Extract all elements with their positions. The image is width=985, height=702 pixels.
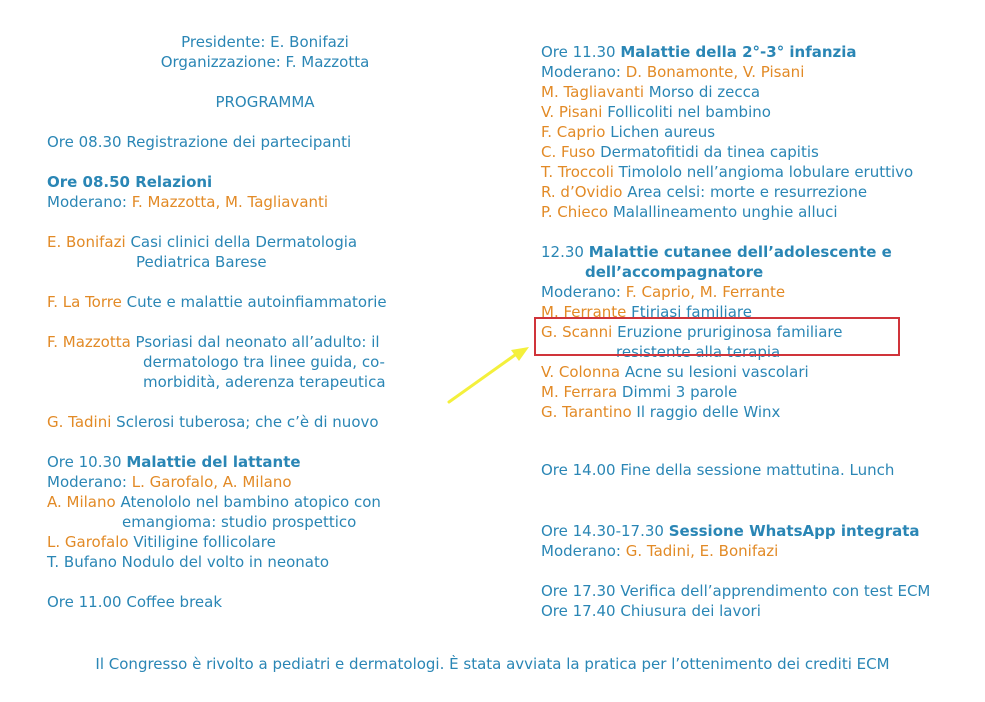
list-item	[541, 162, 913, 182]
president-line: Presidente: E. Bonifazi	[181, 33, 349, 51]
talk-bufano: T. Bufano Nodulo del volto in neonato	[47, 553, 330, 571]
list-item	[541, 142, 819, 162]
talk-speaker: P. Chieco	[541, 203, 609, 221]
list-item	[541, 122, 715, 142]
talk-title: Area celsi: morte e resurrezione	[622, 183, 868, 201]
moderators-names: G. Tadini, E. Bonifazi	[625, 542, 779, 560]
talk-speaker: V. Pisani	[541, 103, 603, 121]
talk-title: Il raggio delle Winx	[631, 403, 781, 421]
talk-title: Dimmi 3 parole	[617, 383, 738, 401]
talk-title: Sclerosi tuberosa; che c’è di nuovo	[111, 413, 379, 431]
talk-scanni-cont: resistente alla terapia	[616, 343, 781, 361]
session-time: Ore 14.30-17.30	[541, 522, 669, 540]
talk-title: Dermatofitidi da tinea capitis	[595, 143, 819, 161]
lunch-line: Ore 14.00 Fine della sessione mattutina. Lunch	[541, 461, 895, 479]
talk-speaker: G. Tadini	[47, 413, 112, 431]
programme-heading: PROGRAMMA	[215, 93, 315, 111]
footer-note: Il Congresso è rivolto a pediatri e dermatologi. È stata avviata la pratica per l’ottenimento dei crediti ECM	[95, 655, 890, 673]
moderators-names: D. Bonamonte, V. Pisani	[625, 63, 805, 81]
talk-garofalo	[47, 532, 276, 552]
talk-speaker: G. Tarantino	[541, 403, 632, 421]
moderators-names: F. Mazzotta, M. Tagliavanti	[131, 193, 329, 211]
moderators-names: L. Garofalo, A. Milano	[131, 473, 292, 491]
talk-speaker: C. Fuso	[541, 143, 596, 161]
session-time: 12.30	[541, 243, 589, 261]
talk-speaker: F. Mazzotta	[47, 333, 131, 351]
talk-title: Vitiligine follicolare	[128, 533, 276, 551]
talk-speaker: R. d’Ovidio	[541, 183, 623, 201]
talk-milano-cont: emangioma: studio prospettico	[122, 513, 357, 531]
talk-milano	[47, 492, 381, 512]
session-relazioni-title: Ore 08.50 Relazioni	[47, 173, 213, 191]
session-relazioni-moderators	[47, 192, 328, 212]
talk-title: Cute e malattie autoinfiammatorie	[121, 293, 387, 311]
registration-line: Ore 08.30 Registrazione dei partecipanti	[47, 133, 352, 151]
moderators-prefix: Moderano:	[47, 193, 132, 211]
moderators-prefix: Moderano:	[541, 63, 626, 81]
session-infanzia-moderators	[541, 62, 804, 82]
organization-line: Organizzazione: F. Mazzotta	[160, 53, 370, 71]
session-lattante-moderators	[47, 472, 292, 492]
session-time: Ore 11.30	[541, 43, 621, 61]
moderators-prefix: Moderano:	[47, 473, 132, 491]
moderators-prefix: Moderano:	[541, 283, 626, 301]
list-item	[541, 102, 771, 122]
verification-line: Ore 17.30 Verifica dell’apprendimento con test ECM	[541, 582, 931, 600]
talk-speaker: M. Ferrante	[541, 303, 627, 321]
talk-speaker: G. Scanni	[541, 323, 613, 341]
talk-mazzotta	[47, 332, 380, 352]
talk-title: Lichen aureus	[605, 123, 716, 141]
talk-speaker: L. Garofalo	[47, 533, 129, 551]
talk-speaker: T. Troccoli	[541, 163, 614, 181]
session-lattante-title	[47, 452, 301, 472]
talk-latorre	[47, 292, 387, 312]
session-adolescente-moderators	[541, 282, 785, 302]
talk-bonifazi	[47, 232, 357, 252]
talk-title: Acne su lesioni vascolari	[620, 363, 809, 381]
closing-line: Ore 17.40 Chiusura dei lavori	[541, 602, 761, 620]
talk-speaker: F. La Torre	[47, 293, 122, 311]
talk-title: Psoriasi dal neonato all’adulto: il	[130, 333, 380, 351]
talk-title: Atenololo nel bambino atopico con	[115, 493, 381, 511]
talk-speaker: F. Caprio	[541, 123, 606, 141]
moderators-names: F. Caprio, M. Ferrante	[625, 283, 786, 301]
list-item	[541, 82, 760, 102]
session-name: Malattie del lattante	[126, 453, 301, 471]
talk-speaker: A. Milano	[47, 493, 116, 511]
session-whatsapp-title	[541, 521, 920, 541]
session-name: Malattie della 2°-3° infanzia	[620, 43, 857, 61]
talk-mazzotta-cont1: dermatologo tra linee guida, co-	[143, 353, 385, 371]
talk-title: Follicoliti nel bambino	[602, 103, 771, 121]
talk-tadini	[47, 412, 379, 432]
talk-speaker: E. Bonifazi	[47, 233, 126, 251]
talk-speaker: M. Tagliavanti	[541, 83, 645, 101]
session-time: Ore 10.30	[47, 453, 127, 471]
list-item	[541, 382, 737, 402]
talk-title: Ftiriasi familiare	[626, 303, 752, 321]
talk-speaker: M. Ferrara	[541, 383, 618, 401]
session-adolescente-title	[541, 242, 892, 262]
session-adolescente-title-cont: dell’accompagnatore	[585, 263, 764, 281]
talk-title: Casi clinici della Dermatologia	[125, 233, 358, 251]
list-item	[541, 202, 838, 222]
session-name: Malattie cutanee dell’adolescente e	[588, 243, 892, 261]
session-name: Sessione WhatsApp integrata	[668, 522, 920, 540]
talk-title: Malallineamento unghie alluci	[608, 203, 838, 221]
list-item	[541, 402, 780, 422]
session-infanzia-title	[541, 42, 857, 62]
talk-bonifazi-cont: Pediatrica Barese	[136, 253, 267, 271]
list-item	[541, 182, 867, 202]
moderators-prefix: Moderano:	[541, 542, 626, 560]
talk-mazzotta-cont2: morbidità, aderenza terapeutica	[143, 373, 386, 391]
session-whatsapp-moderators	[541, 541, 778, 561]
list-item	[541, 362, 809, 382]
highlight-box	[534, 317, 900, 356]
talk-title: Timololo nell’angioma lobulare eruttivo	[613, 163, 914, 181]
talk-speaker: V. Colonna	[541, 363, 621, 381]
yellow-arrow-icon	[445, 345, 535, 407]
coffee-break-line: Ore 11.00 Coffee break	[47, 593, 223, 611]
talk-title: Eruzione pruriginosa familiare	[612, 323, 843, 341]
talk-title: Morso di zecca	[644, 83, 761, 101]
